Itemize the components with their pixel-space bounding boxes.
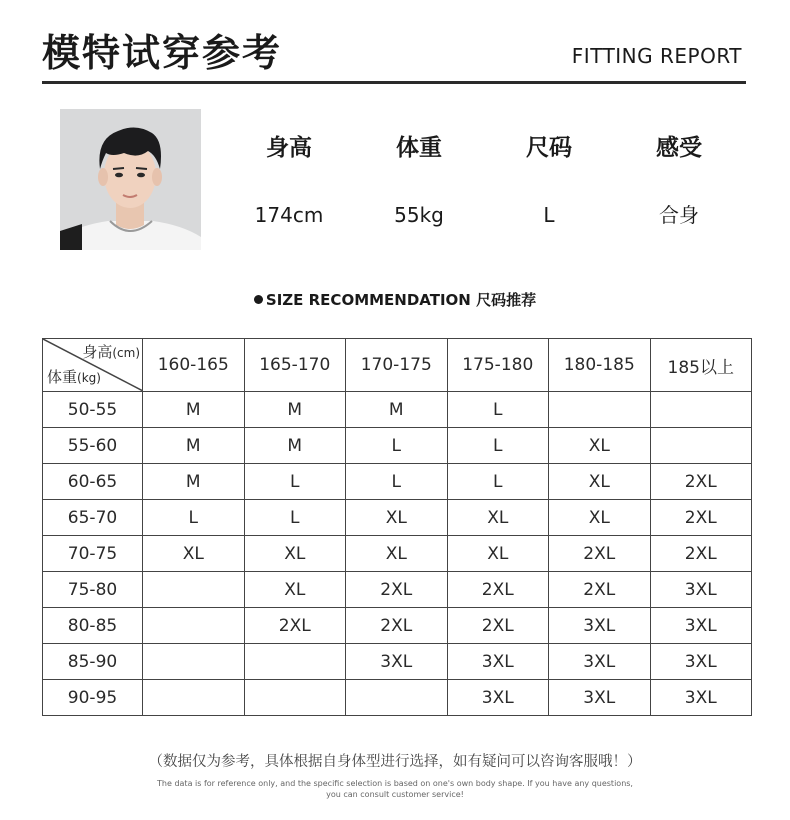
size-cell: 3XL	[650, 680, 752, 716]
model-feel-label: 感受	[656, 135, 702, 161]
corner-cell	[43, 339, 143, 392]
height-column-header: 165-170	[244, 339, 346, 392]
size-cell: L	[346, 428, 448, 464]
table-row	[43, 608, 752, 644]
size-cell: M	[143, 392, 245, 428]
size-cell	[244, 644, 346, 680]
size-cell: 3XL	[650, 572, 752, 608]
size-cell	[143, 680, 245, 716]
size-cell	[143, 644, 245, 680]
weight-row-header: 60-65	[43, 464, 143, 500]
weight-row-header: 80-85	[43, 608, 143, 644]
model-info	[224, 128, 744, 235]
weight-row-header: 90-95	[43, 680, 143, 716]
title-divider	[42, 81, 746, 84]
size-cell: XL	[143, 536, 245, 572]
size-cell: 2XL	[447, 608, 549, 644]
model-size-value: L	[543, 203, 555, 227]
page-title: 模特试穿参考	[42, 31, 283, 75]
model-size-label: 尺码	[526, 135, 572, 161]
size-cell: XL	[549, 500, 651, 536]
size-cell: XL	[346, 536, 448, 572]
size-cell: 2XL	[650, 464, 752, 500]
weight-row-header: 50-55	[43, 392, 143, 428]
model-portrait-image	[60, 109, 201, 250]
size-cell: 2XL	[244, 608, 346, 644]
model-height-label: 身高	[266, 135, 312, 161]
size-cell	[143, 572, 245, 608]
disclaimer-note: （数据仅为参考，具体根据自身体型进行选择，如有疑问可以咨询客服哦！）	[148, 754, 642, 770]
size-cell: XL	[549, 464, 651, 500]
size-cell: L	[447, 392, 549, 428]
page-title-en: FITTING REPORT	[571, 44, 742, 68]
size-cell: L	[447, 428, 549, 464]
size-cell: L	[143, 500, 245, 536]
size-cell	[244, 680, 346, 716]
height-column-header: 180-185	[549, 339, 651, 392]
size-cell: 2XL	[346, 572, 448, 608]
model-photo	[60, 109, 201, 250]
disclaimer-english-line-2: you can consult customer service!	[326, 790, 464, 799]
height-column-header: 170-175	[346, 339, 448, 392]
size-cell: 3XL	[447, 680, 549, 716]
table-row	[43, 392, 752, 428]
height-column-header: 185以上	[650, 339, 752, 392]
size-cell: 2XL	[346, 608, 448, 644]
size-cell	[346, 680, 448, 716]
table-row	[43, 536, 752, 572]
weight-row-header: 70-75	[43, 536, 143, 572]
size-cell: XL	[549, 428, 651, 464]
table-row	[43, 572, 752, 608]
bullet-dot-icon	[254, 295, 263, 304]
corner-weight-label: 体重(kg)	[47, 368, 101, 386]
section-title: SIZE RECOMMENDATION 尺码推荐	[265, 291, 537, 309]
table-row	[43, 464, 752, 500]
height-column-header: 160-165	[143, 339, 245, 392]
model-info-values	[224, 168, 744, 235]
weight-row-header: 75-80	[43, 572, 143, 608]
size-cell: 3XL	[447, 644, 549, 680]
size-cell: L	[447, 464, 549, 500]
weight-row-header: 55-60	[43, 428, 143, 464]
model-feel-value: 合身	[659, 203, 699, 227]
table-row	[43, 680, 752, 716]
model-info-headers	[224, 128, 744, 168]
size-cell: 3XL	[549, 608, 651, 644]
model-height-value: 174cm	[254, 203, 324, 227]
weight-row-header: 65-70	[43, 500, 143, 536]
size-cell: XL	[447, 536, 549, 572]
size-cell: M	[244, 392, 346, 428]
table-row	[43, 500, 752, 536]
size-cell	[143, 608, 245, 644]
size-cell: 2XL	[650, 500, 752, 536]
size-cell: L	[346, 464, 448, 500]
size-cell	[650, 428, 752, 464]
size-cell: L	[244, 500, 346, 536]
size-cell: 2XL	[549, 536, 651, 572]
size-cell: 3XL	[549, 644, 651, 680]
size-cell: M	[244, 428, 346, 464]
size-cell: M	[346, 392, 448, 428]
size-cell: XL	[447, 500, 549, 536]
size-cell: 3XL	[650, 644, 752, 680]
disclaimer-english-line-1: The data is for reference only, and the specific selection is based on one's own body shape. If you have any questions,	[157, 779, 633, 788]
section-heading	[0, 289, 790, 310]
size-cell: XL	[346, 500, 448, 536]
model-weight-value: 55kg	[394, 203, 444, 227]
table-row	[43, 428, 752, 464]
size-cell: XL	[244, 536, 346, 572]
size-cell: 3XL	[650, 608, 752, 644]
size-table	[42, 338, 752, 716]
corner-height-label: 身高(cm)	[82, 343, 140, 361]
size-cell: 3XL	[549, 680, 651, 716]
table-row	[43, 644, 752, 680]
size-cell: L	[244, 464, 346, 500]
size-table-header-row	[43, 339, 752, 392]
size-cell	[650, 392, 752, 428]
size-cell: 2XL	[650, 536, 752, 572]
height-column-header: 175-180	[447, 339, 549, 392]
weight-row-header: 85-90	[43, 644, 143, 680]
size-cell: 2XL	[549, 572, 651, 608]
disclaimer-english	[0, 778, 790, 800]
size-cell: M	[143, 428, 245, 464]
size-cell	[549, 392, 651, 428]
size-cell: 3XL	[346, 644, 448, 680]
size-cell: M	[143, 464, 245, 500]
size-cell: 2XL	[447, 572, 549, 608]
model-weight-label: 体重	[396, 135, 442, 161]
size-cell: XL	[244, 572, 346, 608]
